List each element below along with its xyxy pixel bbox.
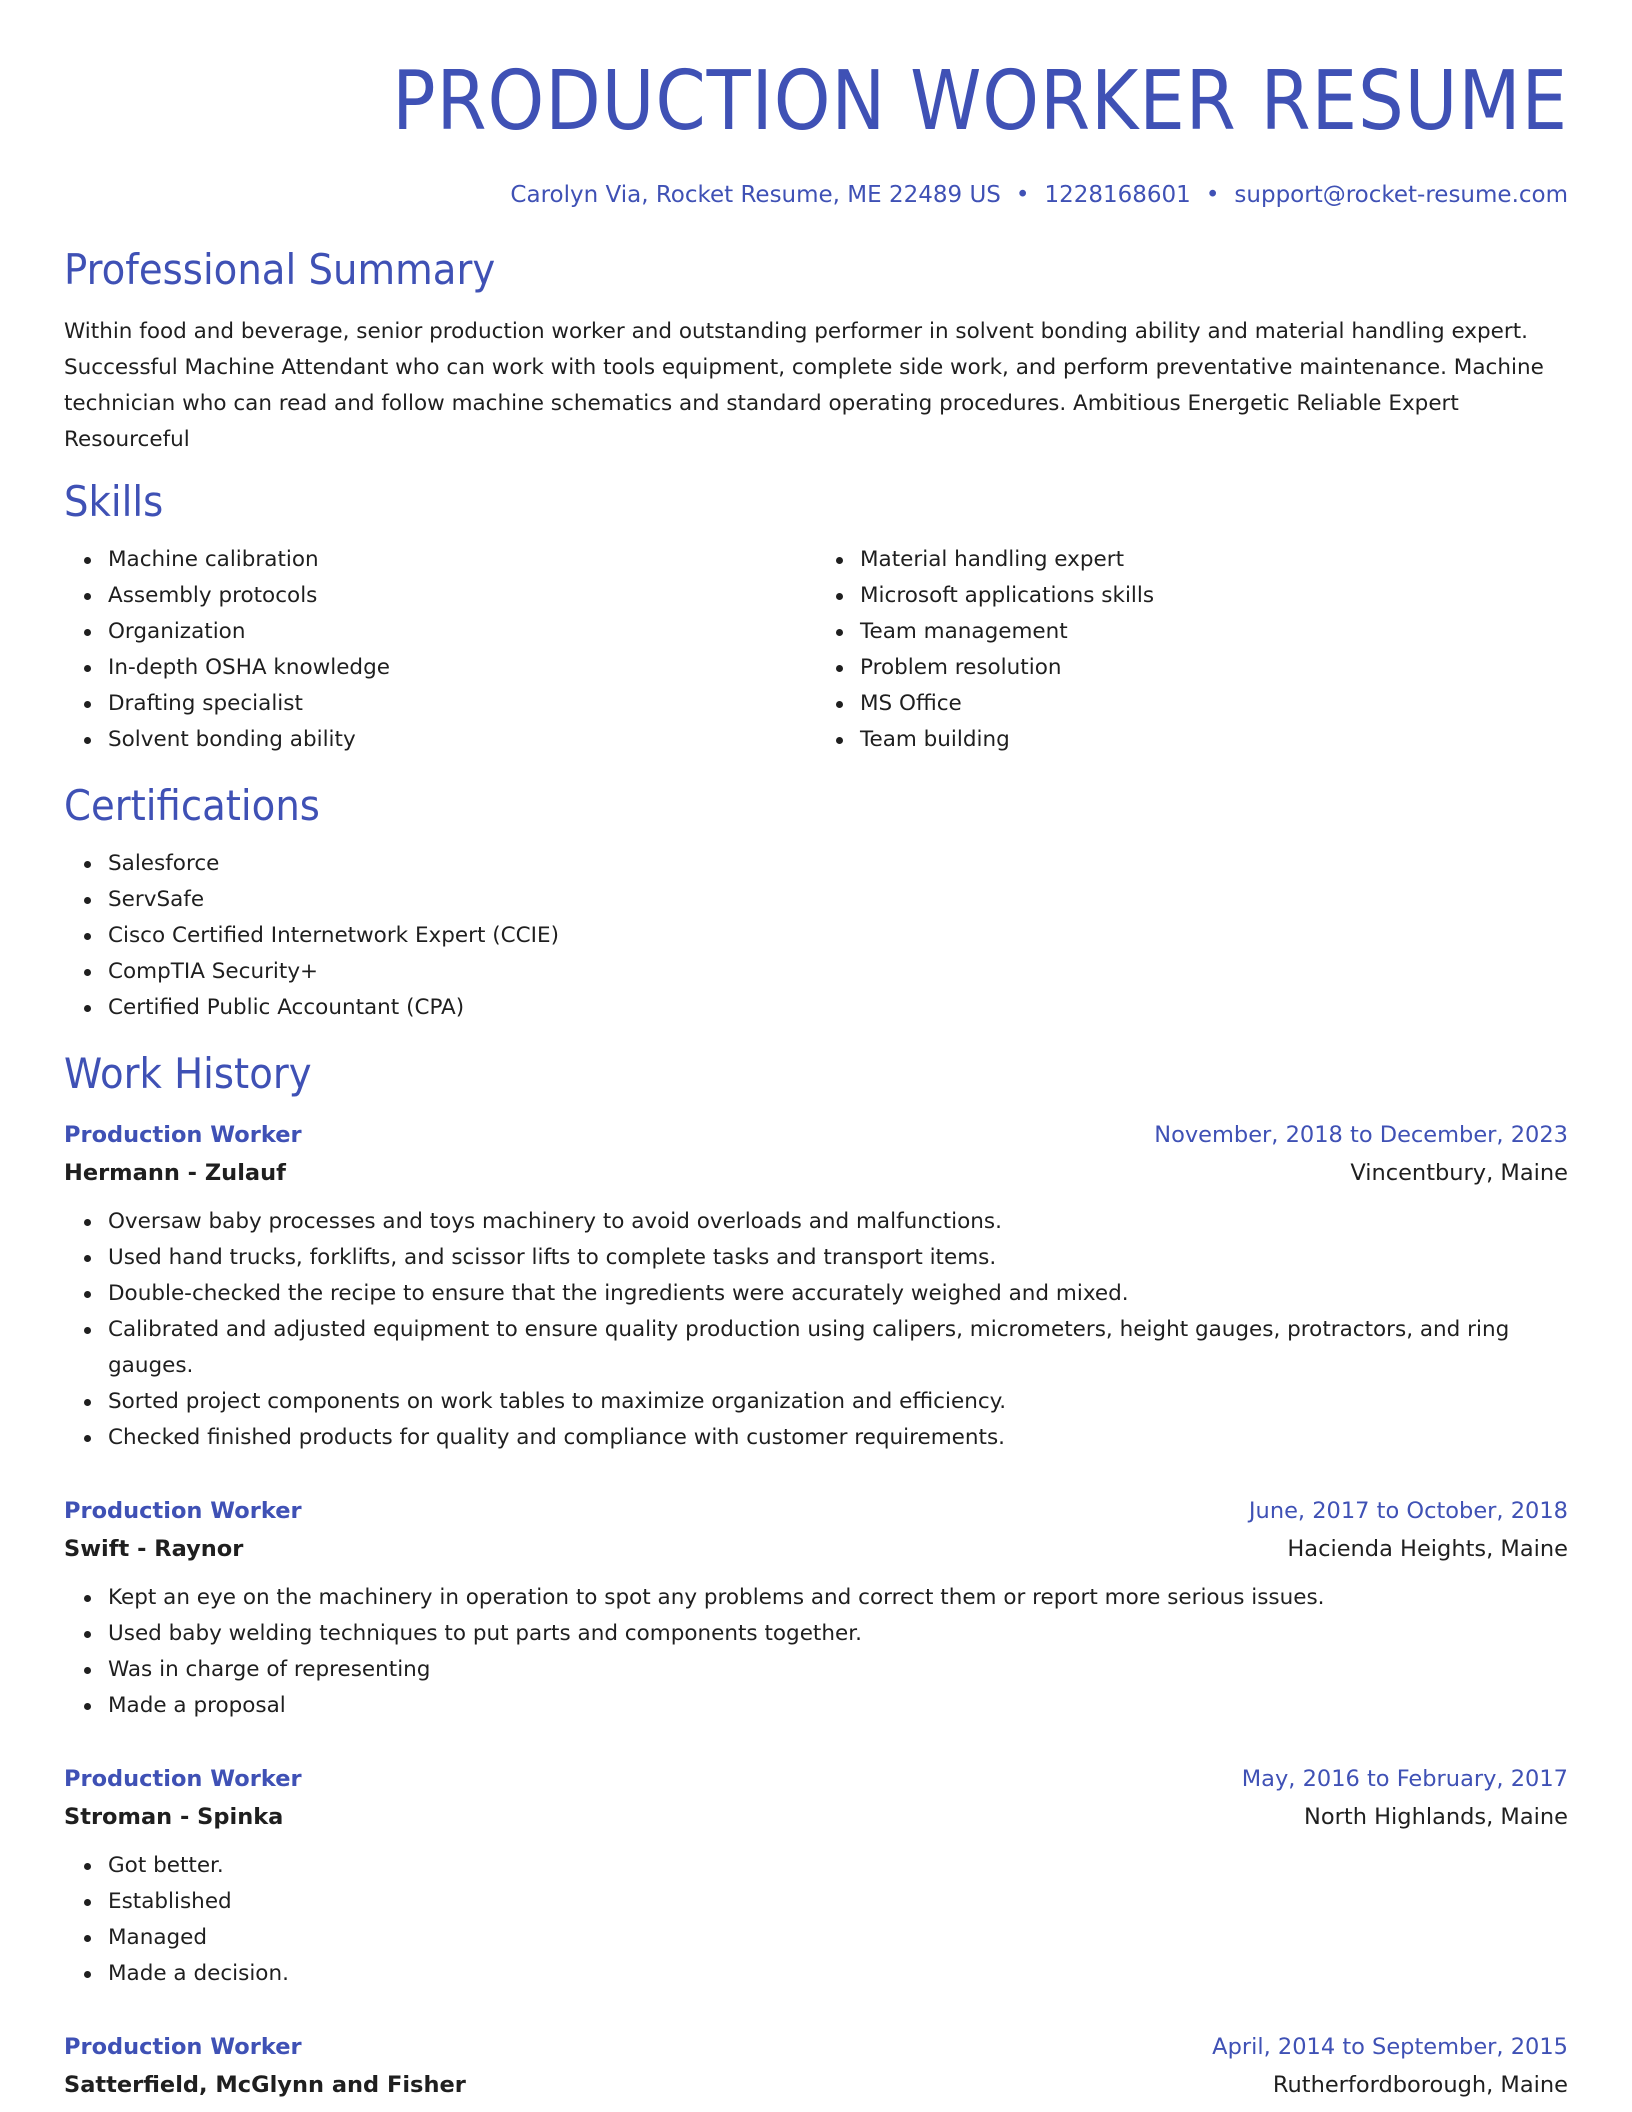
certification-item: ServSafe xyxy=(108,882,1568,918)
job-location: Rutherfordborough, Maine xyxy=(1272,2072,1568,2098)
job-dates: November, 2018 to December, 2023 xyxy=(1154,1122,1568,1148)
job-title: Production Worker xyxy=(64,1498,302,1524)
skill-item: Microsoft applications skills xyxy=(860,578,1568,614)
job-bullet: Checked finished products for quality and compliance with customer requirements. xyxy=(108,1420,1568,1456)
skill-item: MS Office xyxy=(860,686,1568,722)
skill-item: Drafting specialist xyxy=(108,686,816,722)
job-bullet-list xyxy=(64,1580,1568,1724)
job-location: North Highlands, Maine xyxy=(1304,1804,1568,1830)
job-header-row xyxy=(64,1116,1568,1154)
skill-item: Assembly protocols xyxy=(108,578,816,614)
job-bullet: Double-checked the recipe to ensure that the ingredients were accurately weighed and mixed. xyxy=(108,1276,1568,1312)
contact-separator: • xyxy=(1205,182,1220,208)
certifications-list xyxy=(64,846,1568,1026)
skills-list-right xyxy=(816,542,1568,758)
summary-text: Within food and beverage, senior production worker and outstanding performer in solvent bonding ability and material handling expert. Successful Machine Attendant who can work with tools equipment, complete side work, and perform preventative maintenance. Machine technician who can read and follow machine schematics and standard operating procedures. Ambitious Energetic Reliable Expert Resourceful xyxy=(64,319,1544,452)
job-company: Swift - Raynor xyxy=(64,1536,244,1562)
certification-item: CompTIA Security+ xyxy=(108,954,1568,990)
skill-item: Solvent bonding ability xyxy=(108,722,816,758)
job-entry xyxy=(64,1760,1568,1992)
job-dates: May, 2016 to February, 2017 xyxy=(1241,1766,1568,1792)
job-entry xyxy=(64,1492,1568,1724)
job-location: Hacienda Heights, Maine xyxy=(1287,1536,1568,1562)
skill-item: Material handling expert xyxy=(860,542,1568,578)
certification-item: Cisco Certified Internetwork Expert (CCIE) xyxy=(108,918,1568,954)
job-bullet: Sorted project components on work tables to maximize organization and efficiency. xyxy=(108,1384,1568,1420)
job-title: Production Worker xyxy=(64,2034,302,2060)
job-bullet: Calibrated and adjusted equipment to ensure quality production using calipers, micrometers, height gauges, protractors, and ring gauges. xyxy=(108,1312,1568,1384)
job-header-row xyxy=(64,1760,1568,1798)
job-bullet: Made a proposal xyxy=(108,1688,1568,1724)
contact-separator: • xyxy=(1015,182,1030,208)
job-bullet: Oversaw baby processes and toys machinery to avoid overloads and malfunctions. xyxy=(108,1204,1568,1240)
resume-header xyxy=(64,0,1568,210)
skill-item: Problem resolution xyxy=(860,650,1568,686)
job-company-row xyxy=(64,1798,1568,1836)
job-company: Stroman - Spinka xyxy=(64,1804,284,1830)
job-location: Vincentbury, Maine xyxy=(1350,1160,1568,1186)
contact-line xyxy=(64,180,1568,210)
job-bullet-list xyxy=(64,1848,1568,1992)
skill-item: Organization xyxy=(108,614,816,650)
skill-item: In-depth OSHA knowledge xyxy=(108,650,816,686)
job-bullet-list xyxy=(64,1204,1568,1456)
contact-phone: 1228168601 xyxy=(1044,182,1191,208)
job-bullet: Established xyxy=(108,1884,1568,1920)
resume-title: PRODUCTION WORKER RESUME xyxy=(392,54,1568,149)
job-title: Production Worker xyxy=(64,1122,302,1148)
job-bullet: Kept an eye on the machinery in operation to spot any problems and correct them or report more serious issues. xyxy=(108,1580,1568,1616)
job-company: Hermann - Zulauf xyxy=(64,1160,286,1186)
contact-address: Carolyn Via, Rocket Resume, ME 22489 US xyxy=(510,182,1001,208)
job-entry xyxy=(64,1116,1568,1456)
skill-item: Team building xyxy=(860,722,1568,758)
certifications-heading: Certifications xyxy=(64,781,320,830)
job-bullet: Was in charge of representing xyxy=(108,1652,1568,1688)
job-bullet: Used hand trucks, forklifts, and scissor lifts to complete tasks and transport items. xyxy=(108,1240,1568,1276)
job-dates: April, 2014 to September, 2015 xyxy=(1212,2034,1568,2060)
job-header-row xyxy=(64,2028,1568,2066)
skill-item: Team management xyxy=(860,614,1568,650)
job-bullet: Managed xyxy=(108,1920,1568,1956)
skills-columns xyxy=(64,542,1568,758)
summary-heading: Professional Summary xyxy=(64,245,496,294)
job-bullet: Got better. xyxy=(108,1848,1568,1884)
job-company-row xyxy=(64,1154,1568,1192)
work-history-heading: Work History xyxy=(64,1049,312,1098)
job-company-row xyxy=(64,1530,1568,1568)
job-header-row xyxy=(64,1492,1568,1530)
job-company-row xyxy=(64,2066,1568,2104)
certification-item: Certified Public Accountant (CPA) xyxy=(108,990,1568,1026)
skills-list-left xyxy=(64,542,816,758)
job-bullet: Used baby welding techniques to put parts and components together. xyxy=(108,1616,1568,1652)
job-entry xyxy=(64,2028,1568,2104)
job-title: Production Worker xyxy=(64,1766,302,1792)
job-dates: June, 2017 to October, 2018 xyxy=(1248,1498,1568,1524)
certification-item: Salesforce xyxy=(108,846,1568,882)
job-company: Satterfield, McGlynn and Fisher xyxy=(64,2072,466,2098)
job-bullet: Made a decision. xyxy=(108,1956,1568,1992)
contact-email[interactable]: support@rocket-resume.com xyxy=(1234,182,1568,208)
skills-heading: Skills xyxy=(64,477,164,526)
skill-item: Machine calibration xyxy=(108,542,816,578)
